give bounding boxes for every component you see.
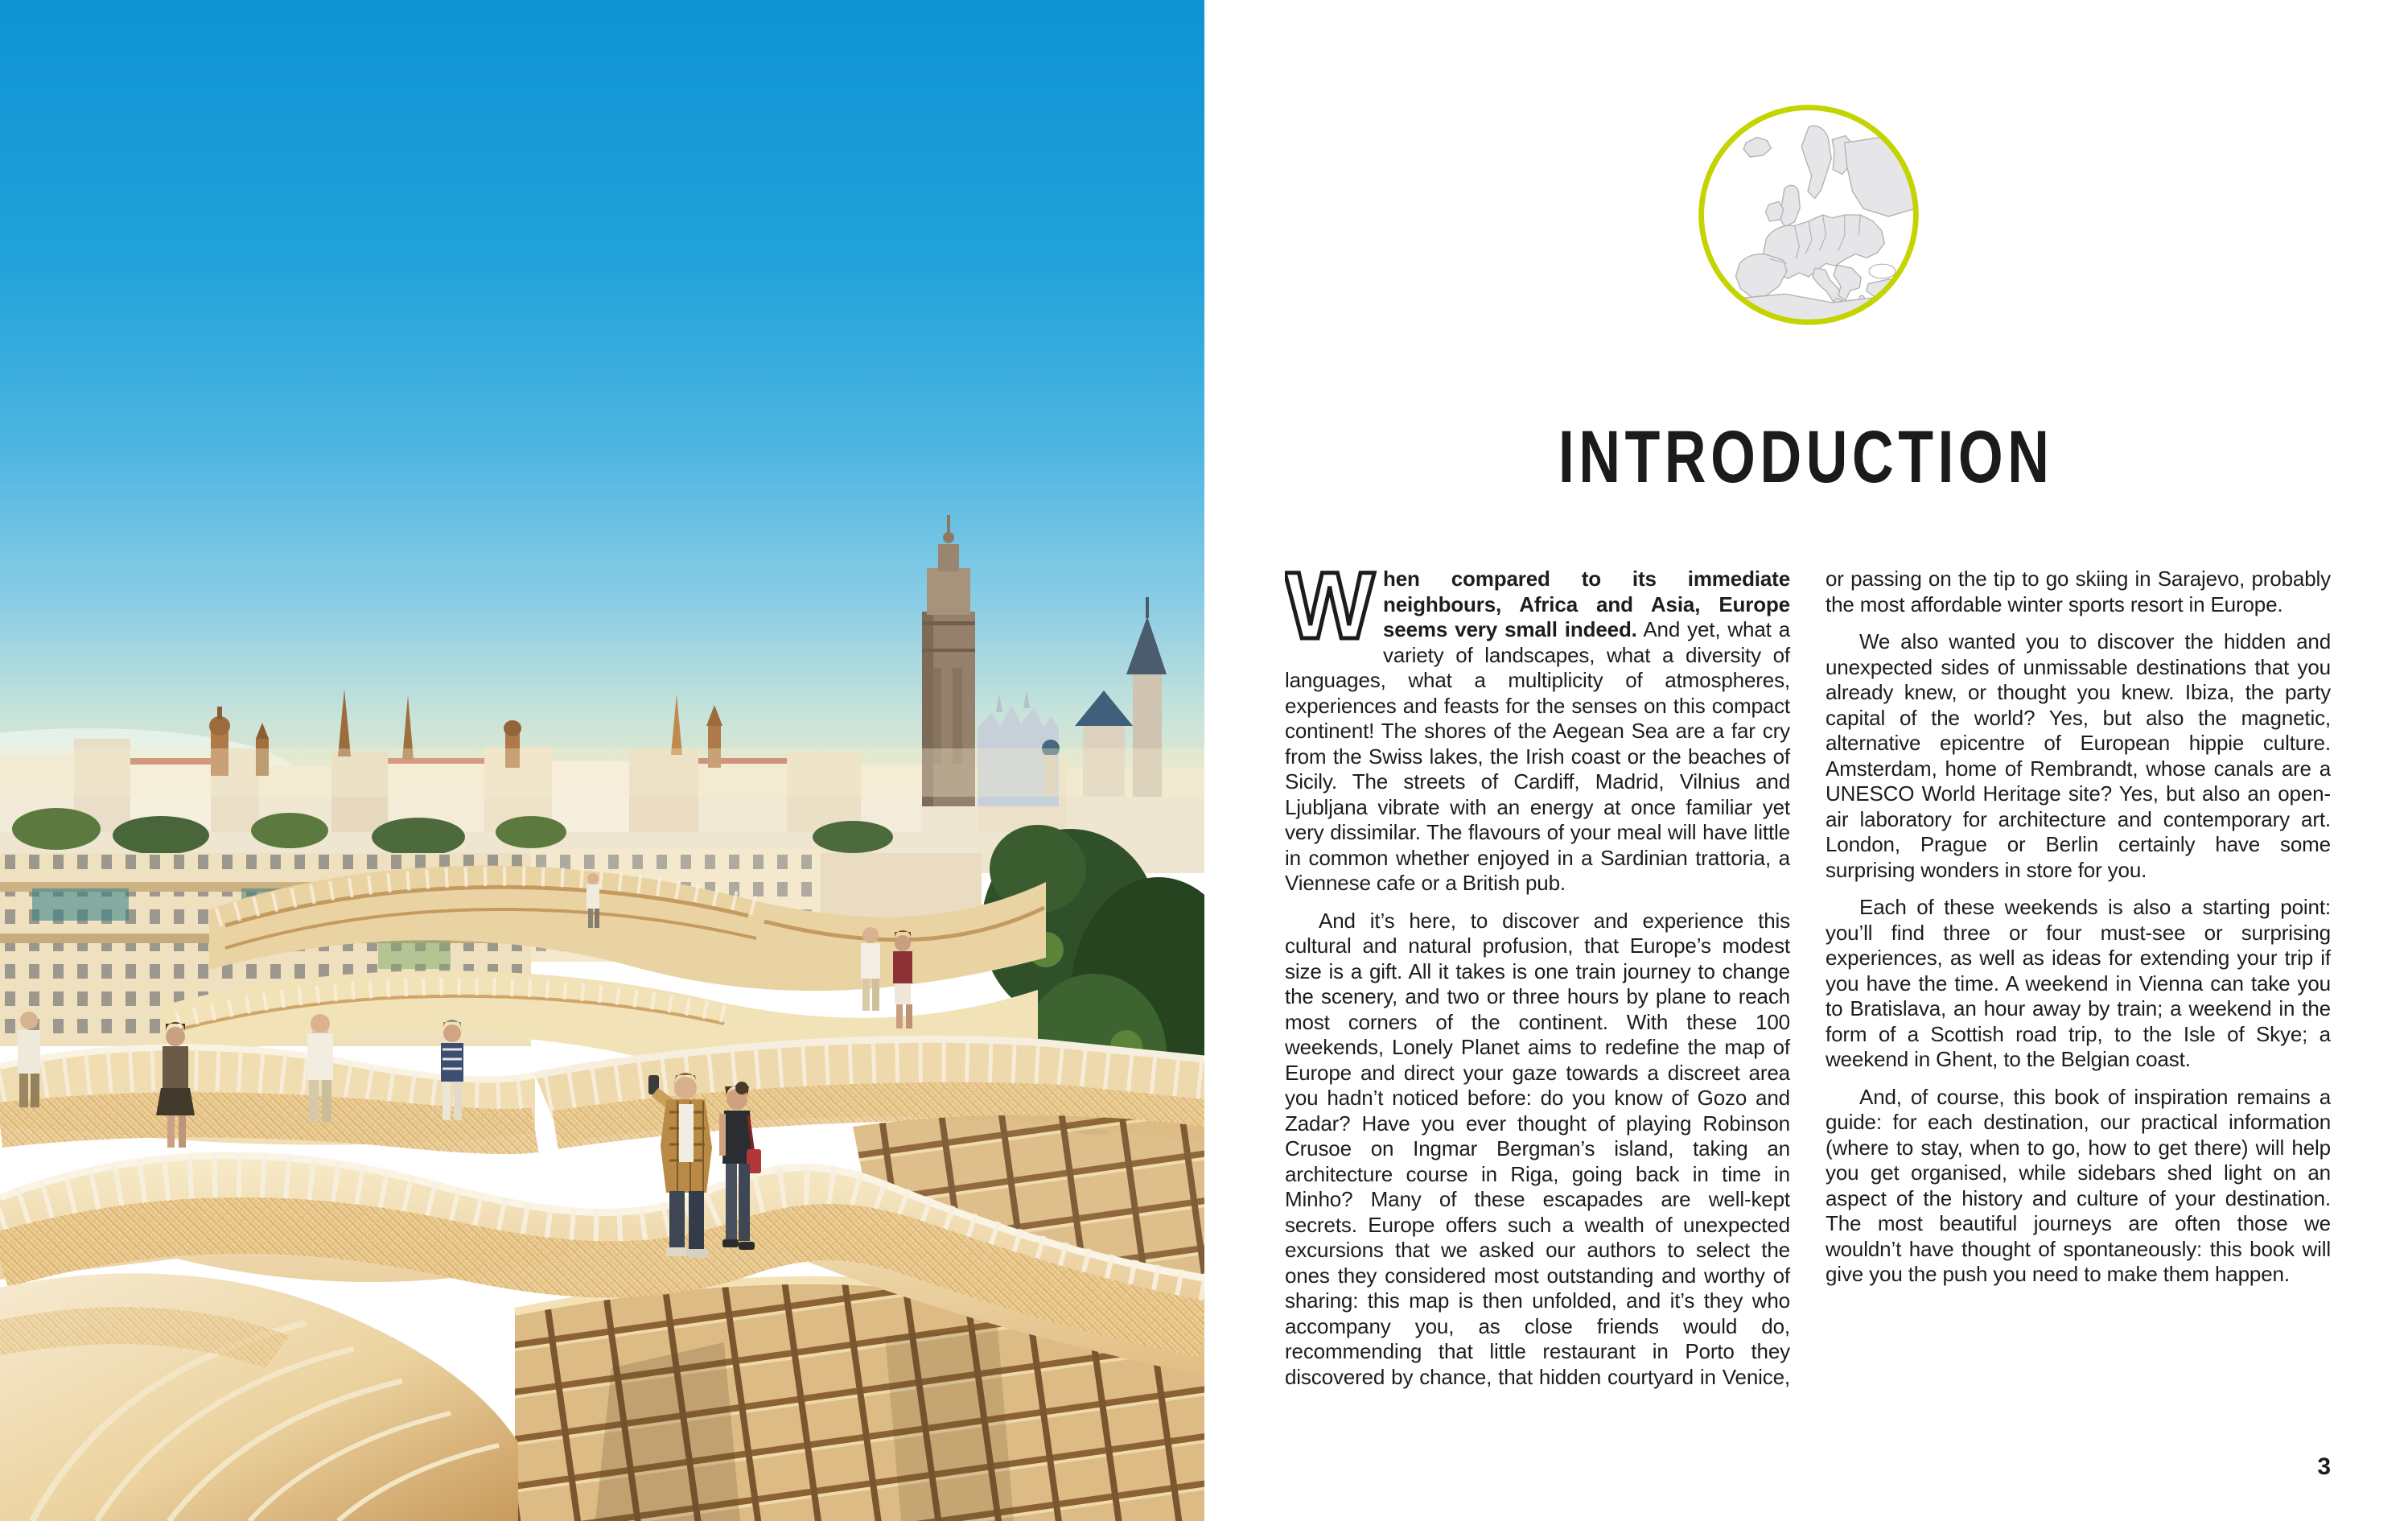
paragraph-3: We also wanted you to discover the hidden and unexpected sides of unmissable destinations that you already knew, or thought you knew. Ibiza, the party capital of the world? Yes, but also the magnetic, alternative epicentre of European hippie culture. Amsterdam, home of Rembrandt, whose canals are a UNESCO World Heritage site? Yes, but also an open-air laboratory for architecture and contemporary art. London, Prague or Berlin certainly have some surprising wonders in store for you.	[1826, 629, 2331, 882]
paragraph-2: And it’s here, to discover and experience this cultural and natural profusion, that Europe’s modest size is a gift. All it takes is one train journey to change the scenery, and two or three hours by plane to reach most corners of the continent. With these 100 weekends, Lonely Planet aims to redefine the map of Europe and direct your gaze towards a discreet area you hadn’t noticed before: do you know of Gozo and Zadar? Have you ever thought of playing Robinson Crusoe on Ingmar Bergman’s island, taking an architecture course in Riga, going back in time in Minho? Many of these escapades are well-kept secrets. Europe offers such a wealth of unexpected excursions that we asked our authors to select the ones they considered most outstanding and worthy of sharing: this map is then unfolded, and it’s they who accompany you, as close friends would do, recommending that little restaurant in Porto they discovered by chance, that hidden courtyard in Venice, or passing on the tip to go skiing in Sarajevo, probably the most affordable winter sports resort in Europe.	[1285, 567, 2331, 1389]
map-black-sea	[1869, 264, 1896, 278]
page-title	[1204, 415, 2408, 500]
paragraph-4: Each of these weekends is also a starting point: you’ll find three or four must-see or surprising experiences, as well as ideas for extending your trip if you have the time. A weekend in Vienna can take you to Bratislava, an hour away by train; a weekend in the form of a Scottish road trip, to the Isle of Skye; a weekend in Ghent, to the Belgian coast.	[1826, 895, 2331, 1071]
introduction-page	[1204, 0, 2408, 1521]
drop-cap: W	[1285, 567, 1375, 659]
lower-shell	[0, 1273, 518, 1521]
paragraph-1	[1285, 567, 1790, 897]
sky	[0, 0, 1204, 817]
europe-map-badge	[1691, 97, 1926, 332]
page-number: 3	[2317, 1453, 2331, 1480]
person-right-woman	[893, 930, 912, 1028]
lead-bold-text: hen compared to its immediate neighbours, Africa and Asia, Europe seems very small indeed.	[1383, 567, 1790, 641]
person-distant	[587, 873, 599, 928]
paragraph-1-rest: And yet, what a variety of landscapes, what a diversity of languages, what a multiplicity of atmospheres, experiences and feasts for the senses on this compact continent! The shores of the Aegean Sea are a far cry from the Swiss lakes, the Irish coast or the beaches of Sicily. The streets of Cardiff, Madrid, Vilnius and Ljubljana vibrate with an energy at once familiar yet very dissimilar. The flavours of your meal will have little in common whether enjoyed in a Sardinian trattoria, a Viennese cafe or a British pub.	[1285, 617, 1791, 895]
page-title-text: INTRODUCTION	[1558, 416, 2054, 498]
introduction-text	[1285, 567, 2331, 1410]
europe-map	[1691, 97, 1926, 332]
paragraph-5: And, of course, this book of inspiration remains a guide: for each destination, our practical information (where to stay, when to go, how to get there) will help you get organised, while sidebars shed light on an aspect of the history and culture of your destination. The most beautiful journeys are often those we wouldn’t have thought of spontaneously: this book will give you the push you need to make them happen.	[1826, 1084, 2331, 1286]
